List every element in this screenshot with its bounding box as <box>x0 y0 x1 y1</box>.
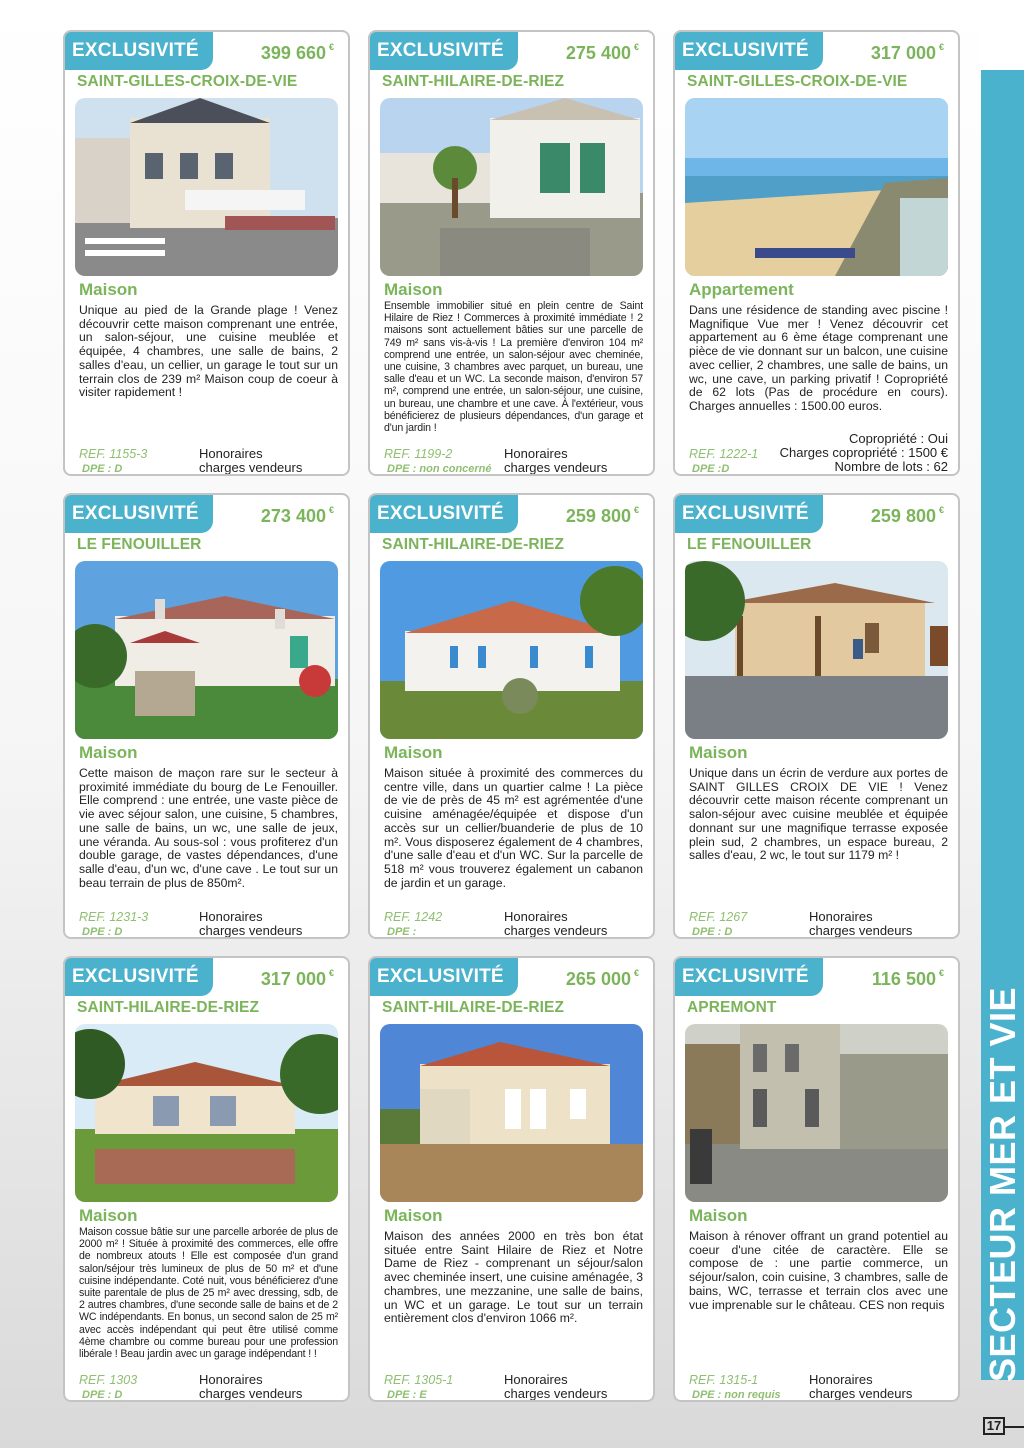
property-description: Cette maison de maçon rare sur le secteur à proximité immédiate du bourg de Le Fenouiller. Elle comprend : une entrée, une vaste pièce de vie avec séjour salon, une cuisine, 5 chambres, une salle de bains, un wc, une salle de jeux, une véranda. Au sous-sol : vous profiterez d'un double garage, de vastes dépendances, d'une salle d'eau, d'un wc, d'une cave . Le tout sur un beau terrain de plus de 850m². <box>79 766 338 890</box>
property-photo-image <box>685 561 948 739</box>
property-description: Maison cossue bâtie sur une parcelle arborée de plus de 2000 m² ! Située à proximité des commerces, elle offre de nombreux atouts ! Elle est composée d'un grand salon/séjour très lumineux de plus de 50 m² et d'une cuisine indépendante. Coté nuit, vous bénéficierez d'une suite parentale de plus de 25 m² avec dressing, sdb, de 2 autres chambres, d'une seconde salle de bains et de 2 WC indépendants. En bonus, un second salon de 25 m² avec accès indépendant qui peut être utilisé comme 4ème chambre ou comme bureau pour une profession libérale ! Beau jardin avec un garage indépendant ! ! <box>79 1226 338 1361</box>
listing-reference: REF. 1267 <box>689 910 748 924</box>
fees-line: charges vendeurs <box>809 1386 913 1401</box>
listing-reference: REF. 1242 <box>384 910 443 924</box>
property-photo[interactable] <box>685 1024 948 1202</box>
property-photo[interactable] <box>380 98 643 276</box>
dpe-rating: DPE : D <box>692 926 733 938</box>
fees-line: Honoraires <box>504 446 568 461</box>
coownership-info <box>780 432 948 474</box>
listing-reference: REF. 1303 <box>79 1373 138 1387</box>
coownership-line: Nombre de lots : 62 <box>834 459 948 474</box>
dpe-rating: DPE : E <box>387 1389 427 1401</box>
listing-card-2[interactable] <box>368 30 655 476</box>
fees-line: Honoraires <box>809 1372 873 1387</box>
listing-card-4[interactable] <box>63 493 350 939</box>
listing-price: 265 000 € <box>565 968 639 989</box>
exclusivity-badge: EXCLUSIVITÉ <box>675 32 823 70</box>
dpe-rating: DPE : non concerné <box>387 463 492 475</box>
fees-line: charges vendeurs <box>199 923 303 938</box>
exclusivity-badge: EXCLUSIVITÉ <box>370 495 518 533</box>
property-photo[interactable] <box>380 1024 643 1202</box>
property-type: Maison <box>384 280 443 299</box>
listing-city: SAINT-HILAIRE-DE-RIEZ <box>382 536 565 553</box>
exclusivity-badge: EXCLUSIVITÉ <box>65 32 213 70</box>
fees-note <box>199 910 302 938</box>
fees-line: charges vendeurs <box>504 1386 608 1401</box>
coownership-line: Copropriété : Oui <box>849 431 948 446</box>
property-photo[interactable] <box>75 98 338 276</box>
page-number: 17 <box>983 1417 1005 1435</box>
exclusivity-badge: EXCLUSIVITÉ <box>675 958 823 996</box>
listing-city: SAINT-HILAIRE-DE-RIEZ <box>382 73 565 90</box>
fees-note <box>809 910 912 938</box>
page-number-rule <box>1005 1426 1024 1428</box>
fees-line: Honoraires <box>504 1372 568 1387</box>
listing-city: SAINT-GILLES-CROIX-DE-VIE <box>687 73 908 90</box>
listing-card-9[interactable] <box>673 956 960 1402</box>
property-type: Appartement <box>689 280 794 299</box>
dpe-rating: DPE : <box>387 926 417 938</box>
fees-note <box>199 447 302 475</box>
listing-price: 259 800 € <box>870 505 944 526</box>
fees-line: Honoraires <box>809 909 873 924</box>
property-type: Maison <box>384 743 443 762</box>
listing-card-1[interactable] <box>63 30 350 476</box>
fees-line: charges vendeurs <box>199 1386 303 1401</box>
listing-reference: REF. 1155-3 <box>79 447 148 461</box>
listing-reference: REF. 1222-1 <box>689 447 759 461</box>
coownership-line: Charges copropriété : 1500 € <box>779 445 948 460</box>
exclusivity-badge: EXCLUSIVITÉ <box>370 32 518 70</box>
fees-line: charges vendeurs <box>199 460 303 475</box>
dpe-rating: DPE :D <box>692 463 730 475</box>
section-title: SECTEUR MER ET VIE <box>982 986 1023 1382</box>
listing-card-6[interactable] <box>673 493 960 939</box>
listing-price: 317 000 € <box>260 968 334 989</box>
property-photo-image <box>75 98 338 276</box>
fees-note <box>809 1373 912 1401</box>
listing-city: LE FENOUILLER <box>77 536 202 553</box>
dpe-rating: DPE : D <box>82 926 123 938</box>
listing-city: SAINT-HILAIRE-DE-RIEZ <box>382 999 565 1016</box>
fees-line: charges vendeurs <box>504 460 608 475</box>
listing-reference: REF. 1199-2 <box>384 447 453 461</box>
listing-city: SAINT-HILAIRE-DE-RIEZ <box>77 999 260 1016</box>
property-type: Maison <box>689 1206 748 1225</box>
exclusivity-badge: EXCLUSIVITÉ <box>65 495 213 533</box>
fees-note <box>504 910 607 938</box>
listing-price: 399 660 € <box>260 42 334 63</box>
property-description: Unique au pied de la Grande plage ! Venez découvrir cette maison comprenant une entrée, un salon-séjour, une cuisine meublée et équipée, 4 chambres, une salle de bains, 2 salles d'eau, un cellier, un garage le tout sur un terrain clos de 239 m² Maison coup de coeur à visiter rapidement ! <box>79 303 338 400</box>
property-photo-image <box>380 1024 643 1202</box>
fees-line: Honoraires <box>504 909 568 924</box>
exclusivity-badge: EXCLUSIVITÉ <box>675 495 823 533</box>
property-photo-image <box>685 98 948 276</box>
property-description: Unique dans un écrin de verdure aux portes de SAINT GILLES CROIX DE VIE ! Venez découvrir cette maison récente comprenant un salon-séjour avec cuisine meublée et équipée donnant sur une magnifique terrasse exposée plein sud, 2 chambres, un espace bureau, 2 salles d'eau, 2 wc, le tout sur 1179 m² ! <box>689 766 948 863</box>
property-photo[interactable] <box>380 561 643 739</box>
listing-price: 275 400 € <box>565 42 639 63</box>
listing-card-5[interactable] <box>368 493 655 939</box>
property-type: Maison <box>79 743 138 762</box>
listing-card-7[interactable] <box>63 956 350 1402</box>
listing-card-3[interactable] <box>673 30 960 476</box>
property-photo-image <box>75 561 338 739</box>
exclusivity-badge: EXCLUSIVITÉ <box>65 958 213 996</box>
fees-note <box>504 1373 607 1401</box>
fees-line: charges vendeurs <box>809 923 913 938</box>
fees-line: Honoraires <box>199 1372 263 1387</box>
listing-price: 317 000 € <box>870 42 944 63</box>
listing-city: SAINT-GILLES-CROIX-DE-VIE <box>77 73 298 90</box>
property-photo-image <box>685 1024 948 1202</box>
listing-reference: REF. 1305-1 <box>384 1373 454 1387</box>
listing-price: 116 500 € <box>871 968 944 989</box>
listing-reference: REF. 1315-1 <box>689 1373 759 1387</box>
property-photo-image <box>75 1024 338 1202</box>
property-photo[interactable] <box>685 561 948 739</box>
fees-line: Honoraires <box>199 909 263 924</box>
property-description: Ensemble immobilier situé en plein centre de Saint Hilaire de Riez ! Commerces à proximité immédiate ! 2 maisons sont actuellement bâties sur une parcelle de 749 m² sans vis-à-vis ! La première d'environ 104 m² comprend une entrée, un salon-séjour avec cheminée, une cuisine, 3 chambres avec parquet, un bureau, une salle d'eau et un WC. La seconde maison, d'environ 57 m², comprend une entrée, un salon-séjour, une cuisine, un bureau, une chambre et une cave. À l'extérieur, vous bénéficierez de plusieurs dépendances, d'un garage et d'un jardin ! <box>384 300 643 435</box>
property-photo-image <box>380 98 643 276</box>
fees-line: charges vendeurs <box>504 923 608 938</box>
fees-line: Honoraires <box>199 446 263 461</box>
property-type: Maison <box>79 1206 138 1225</box>
property-photo[interactable] <box>75 1024 338 1202</box>
dpe-rating: DPE : D <box>82 1389 123 1401</box>
dpe-rating: DPE : non requis <box>692 1389 781 1401</box>
listing-price: 259 800 € <box>565 505 639 526</box>
listing-city: LE FENOUILLER <box>687 536 812 553</box>
listing-card-8[interactable] <box>368 956 655 1402</box>
property-description: Maison située à proximité des commerces du centre ville, dans un quartier calme ! La pièce de vie de près de 45 m² est agrémentée d'une cuisine aménagée/équipée et dispose d'un accès sur un cellier/buanderie de plus de 10 m². Vous disposerez également de 4 chambres, d'une salle d'eau et d'un WC. Sur la parcelle de 518 m² vous trouverez également un cabanon de jardin et un garage. <box>384 766 643 890</box>
listing-price: 273 400 € <box>260 505 334 526</box>
fees-note <box>199 1373 302 1401</box>
listing-reference: REF. 1231-3 <box>79 910 149 924</box>
property-type: Maison <box>689 743 748 762</box>
fees-note <box>504 447 607 475</box>
property-photo[interactable] <box>685 98 948 276</box>
property-type: Maison <box>79 280 138 299</box>
property-type: Maison <box>384 1206 443 1225</box>
property-description: Dans une résidence de standing avec piscine ! Magnifique Vue mer ! Venez découvrir cet appartement au 6 ème étage comprenant une pièce de vie donnant sur un balcon, une cuisine avec cellier, 2 chambres, une salle de bains, un wc, une cave, un parking privatif ! Copropriété de 62 lots (Pas de procédure en cours). Charges annuelles : 1500.00 euros. <box>689 303 948 413</box>
property-description: Maison des années 2000 en très bon état située entre Saint Hilaire de Riez et Notre Dame de Riez - comprenant un séjour/salon avec cheminée insert, une cuisine aménagée, 3 chambres, une mezzanine, une salle de bains, un WC et un garage. Le tout sur un terrain entièrement clos d'environ 1066 m². <box>384 1229 643 1326</box>
exclusivity-badge: EXCLUSIVITÉ <box>370 958 518 996</box>
property-photo[interactable] <box>75 561 338 739</box>
listing-city: APREMONT <box>687 999 777 1016</box>
property-photo-image <box>380 561 643 739</box>
property-description: Maison à rénover offrant un grand potentiel au coeur d'une citée de caractère. Elle se compose de : une partie commerce, un séjour/salon, coin cuisine, 3 chambres, salle de bains, WC, terrasse et terrain clos avec une vue imprenable sur le château. CES non requis <box>689 1229 948 1312</box>
dpe-rating: DPE : D <box>82 463 123 475</box>
